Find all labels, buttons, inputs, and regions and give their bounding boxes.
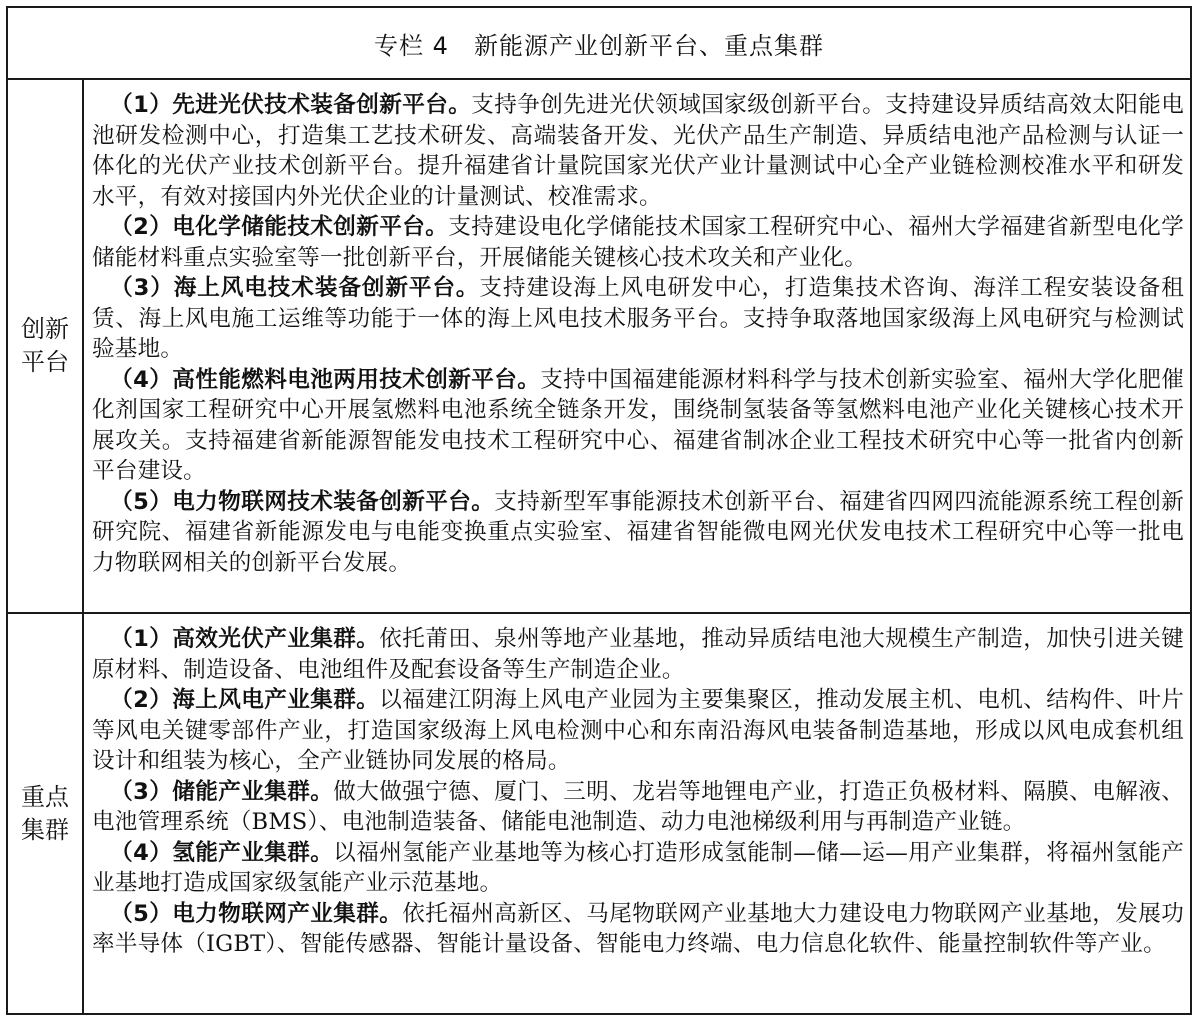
column-table — [6, 6, 1192, 1015]
list-item — [92, 273, 1184, 365]
item-heading: 先进光伏技术装备创新平台。 — [172, 92, 472, 118]
section-content — [84, 80, 1190, 612]
item-body: 以福州氢能产业基地等为核心打造形成氢能制—储—运—用产业集群，将福州氢能产业基地打造成国家级氢能产业示范基地。 — [92, 839, 1184, 896]
section-label: 创新平台 — [21, 315, 69, 376]
item-number: （1） — [110, 92, 173, 118]
item-body: 支持争创先进光伏领域国家级创新平台。支持建设异质结高效太阳能电池研发检测中心，打造集工艺技术研发、高端装备开发、光伏产品生产制造、异质结电池产品检测与认证一体化的光伏产业技术创新平台。提升福建省计量院国家光伏产业计量测试中心全产业链检测校准水平和研发水平，有效对接国内外光伏企业的计量测试、校准需求。 — [92, 92, 1184, 210]
section-label-cell — [8, 614, 84, 1013]
item-heading: 电化学储能技术创新平台。 — [172, 214, 449, 240]
item-body: 支持中国福建能源材料科学与技术创新实验室、福州大学化肥催化剂国家工程研究中心开展氢燃料电池系统全链条开发，围绕制氢装备等氢燃料电池产业化关键核心技术开展攻关。支持福建省新能源智能发电技术工程研究中心、福建省制冰企业工程技术研究中心等一批省内创新平台建设。 — [92, 366, 1185, 484]
item-heading: 高效光伏产业集群。 — [172, 626, 380, 652]
item-body: 支持建设电化学储能技术国家工程研究中心、福州大学福建省新型电化学储能材料重点实验室等一批创新平台，开展储能关键核心技术攻关和产业化。 — [92, 214, 1184, 271]
section-row-key-clusters — [8, 614, 1190, 1013]
item-heading: 电力物联网产业集群。 — [172, 900, 403, 927]
item-body: 支持新型军事能源技术创新平台、福建省四网四流能源系统工程创新研究院、福建省新能源发电与电能变换重点实验室、福建省智能微电网光伏发电技术工程研究中心等一批电力物联网相关的创新平台发展。 — [92, 488, 1185, 576]
list-item — [92, 624, 1184, 685]
table-title: 专栏 4 新能源产业创新平台、重点集群 — [8, 8, 1190, 80]
item-number: （2） — [110, 214, 173, 240]
item-heading: 储能产业集群。 — [172, 778, 334, 805]
item-heading: 氢能产业集群。 — [172, 839, 334, 866]
item-body: 依托福州高新区、马尾物联网产业基地大力建设电力物联网产业基地，发展功率半导体（IGBT）、智能传感器、智能计量设备、智能电力终端、电力信息化软件、能量控制软件等产业。 — [92, 900, 1184, 957]
item-number: （5） — [110, 900, 173, 927]
section-content — [84, 614, 1190, 1013]
item-number: （3） — [110, 275, 174, 301]
item-body: 依托莆田、泉州等地产业基地，推动异质结电池大规模生产制造，加快引进关键原材料、制造设备、电池组件及配套设备等生产制造企业。 — [92, 626, 1184, 683]
list-item — [92, 212, 1184, 273]
list-item — [92, 777, 1184, 838]
list-item — [92, 838, 1184, 899]
item-number: （3） — [110, 778, 173, 805]
item-body: 以福建江阴海上风电产业园为主要集聚区，推动发展主机、电机、结构件、叶片等风电关键零部件产业，打造国家级海上风电检测中心和东南沿海风电装备制造基地，形成以风电成套机组设计和组装为核心，全产业链协同发展的格局。 — [92, 687, 1184, 774]
list-item — [92, 685, 1184, 777]
item-body: 支持建设海上风电研发中心，打造集技术咨询、海洋工程安装设备租赁、海上风电施工运维等功能于一体的海上风电技术服务平台。支持争取落地国家级海上风电研究与检测试验基地。 — [92, 275, 1184, 362]
item-heading: 海上风电产业集群。 — [172, 687, 380, 713]
list-item — [92, 899, 1184, 960]
section-label: 重点集群 — [21, 782, 69, 844]
list-item — [92, 90, 1184, 212]
section-label-cell — [8, 80, 84, 612]
item-heading: 电力物联网技术装备创新平台。 — [172, 488, 495, 515]
item-number: （2） — [110, 687, 173, 713]
item-heading: 海上风电技术装备创新平台。 — [173, 275, 480, 301]
section-row-innovation-platform — [8, 80, 1190, 614]
item-body: 做大做强宁德、厦门、三明、龙岩等地锂电产业，打造正负极材料、隔膜、电解液、电池管理系统（BMS）、电池制造装备、储能电池制造、动力电池梯级利用与再制造产业链。 — [92, 778, 1184, 835]
list-item — [92, 365, 1184, 487]
item-number: （4） — [110, 366, 173, 393]
item-number: （5） — [110, 488, 173, 515]
item-heading: 高性能燃料电池两用技术创新平台。 — [172, 366, 541, 393]
item-number: （1） — [110, 626, 173, 652]
item-number: （4） — [110, 839, 173, 866]
list-item — [92, 487, 1184, 579]
